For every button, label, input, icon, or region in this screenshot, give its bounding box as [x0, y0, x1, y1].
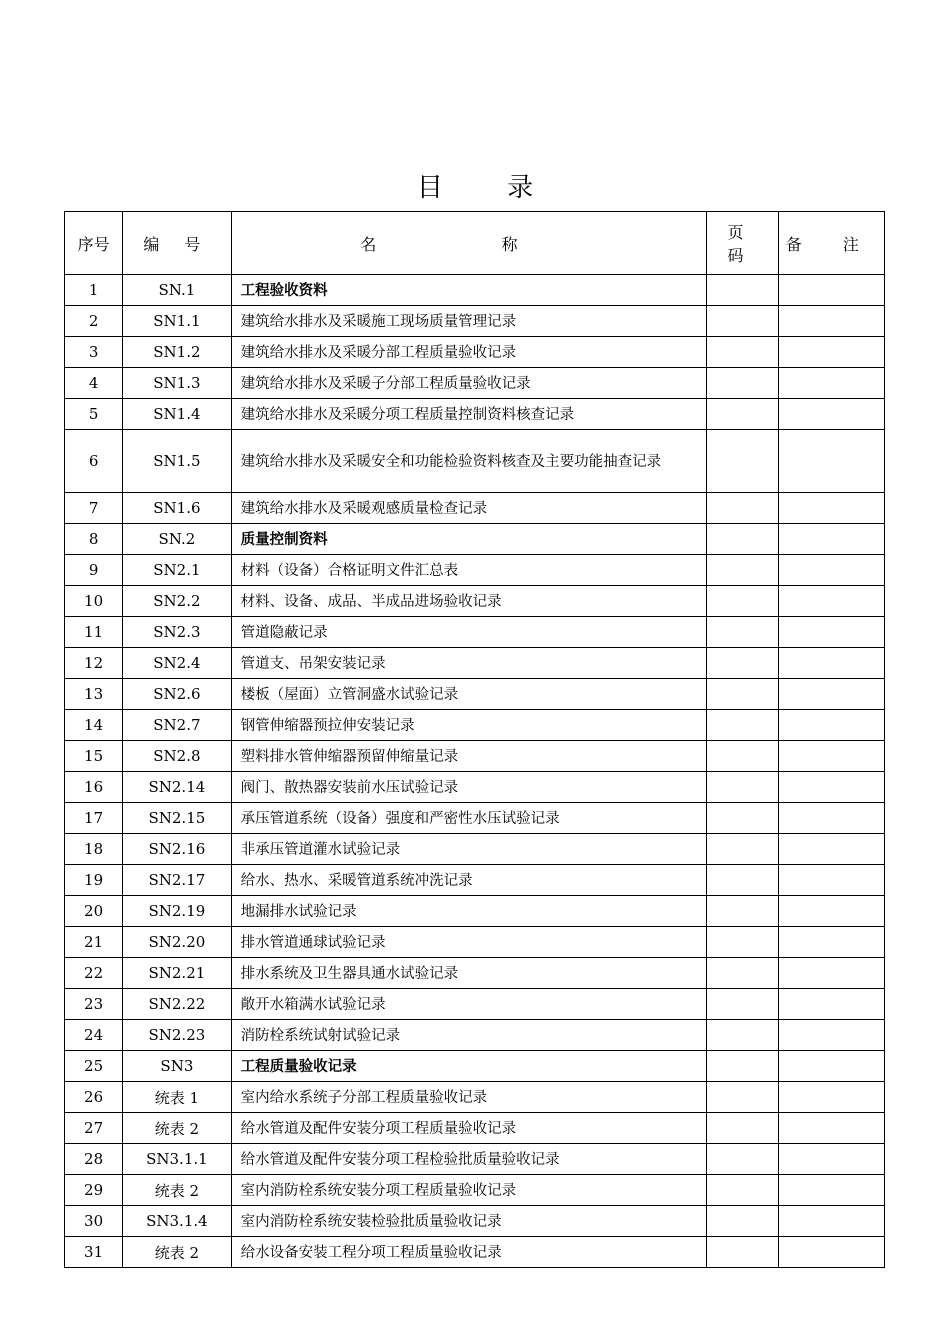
- row-name-text: 排水系统及卫生器具通水试验记录: [240, 965, 459, 982]
- row-index: 18: [65, 834, 123, 865]
- row-code: SN1.4: [123, 399, 231, 430]
- header-code: 编 号: [123, 212, 231, 275]
- row-note: [778, 368, 884, 399]
- row-note: [778, 865, 884, 896]
- row-note: [778, 896, 884, 927]
- table-row: [65, 493, 885, 524]
- row-note: [778, 1144, 884, 1175]
- table-row: [65, 772, 885, 803]
- row-page: [707, 834, 778, 865]
- row-name-text: 工程验收资料: [240, 282, 328, 299]
- row-page: [707, 337, 778, 368]
- row-index: 20: [65, 896, 123, 927]
- row-name: [231, 834, 707, 865]
- row-code: SN2.15: [123, 803, 231, 834]
- row-note: [778, 741, 884, 772]
- row-name-text: 钢管伸缩器预拉伸安装记录: [240, 717, 415, 734]
- row-name: [231, 1082, 707, 1113]
- row-page: [707, 1113, 778, 1144]
- row-code: SN2.7: [123, 710, 231, 741]
- row-code: SN2.20: [123, 927, 231, 958]
- row-code: 统表 2: [123, 1113, 231, 1144]
- row-index: 5: [65, 399, 123, 430]
- toc-table: [64, 211, 885, 1268]
- row-index: 7: [65, 493, 123, 524]
- row-code: SN1.5: [123, 430, 231, 493]
- row-note: [778, 1020, 884, 1051]
- row-page: [707, 803, 778, 834]
- row-name: [231, 865, 707, 896]
- row-page: [707, 524, 778, 555]
- row-index: 13: [65, 679, 123, 710]
- row-code: SN2.14: [123, 772, 231, 803]
- row-page: [707, 430, 778, 493]
- row-index: 22: [65, 958, 123, 989]
- toc-body: [65, 275, 885, 1268]
- row-code: SN2.22: [123, 989, 231, 1020]
- table-row: [65, 679, 885, 710]
- row-note: [778, 958, 884, 989]
- row-name: [231, 989, 707, 1020]
- row-note: [778, 1175, 884, 1206]
- row-page: [707, 989, 778, 1020]
- row-index: 11: [65, 617, 123, 648]
- row-note: [778, 648, 884, 679]
- row-code: SN2.6: [123, 679, 231, 710]
- page-title: 目 录: [416, 173, 562, 203]
- row-page: [707, 679, 778, 710]
- row-page: [707, 1175, 778, 1206]
- header-name: 名 称: [231, 212, 707, 275]
- row-name: [231, 555, 707, 586]
- table-row: [65, 1206, 885, 1237]
- table-row: [65, 958, 885, 989]
- row-page: [707, 741, 778, 772]
- row-name-text: 建筑给水排水及采暖子分部工程质量验收记录: [240, 375, 531, 392]
- row-name: [231, 710, 707, 741]
- row-page: [707, 1051, 778, 1082]
- row-name-text: 楼板（屋面）立管洞盛水试验记录: [240, 686, 459, 703]
- row-note: [778, 275, 884, 306]
- row-page: [707, 1237, 778, 1268]
- row-name-text: 材料（设备）合格证明文件汇总表: [240, 562, 459, 579]
- table-row: [65, 1051, 885, 1082]
- row-code: SN3.1.4: [123, 1206, 231, 1237]
- row-name-text: 材料、设备、成品、半成品进场验收记录: [240, 593, 502, 610]
- row-page: [707, 865, 778, 896]
- row-name: [231, 679, 707, 710]
- row-page: [707, 586, 778, 617]
- row-code: SN3.1.1: [123, 1144, 231, 1175]
- row-page: [707, 617, 778, 648]
- header-note: 备 注: [778, 212, 884, 275]
- row-name: [231, 586, 707, 617]
- table-row: [65, 865, 885, 896]
- row-page: [707, 275, 778, 306]
- table-row: [65, 896, 885, 927]
- row-note: [778, 1082, 884, 1113]
- table-row: [65, 368, 885, 399]
- row-index: 28: [65, 1144, 123, 1175]
- row-index: 9: [65, 555, 123, 586]
- row-code: SN2.21: [123, 958, 231, 989]
- row-note: [778, 1113, 884, 1144]
- row-name-text: 地漏排水试验记录: [240, 903, 357, 920]
- table-row: [65, 337, 885, 368]
- row-index: 21: [65, 927, 123, 958]
- row-name-text: 承压管道系统（设备）强度和严密性水压试验记录: [240, 810, 560, 827]
- row-index: 23: [65, 989, 123, 1020]
- row-page: [707, 648, 778, 679]
- row-code: 统表 1: [123, 1082, 231, 1113]
- row-index: 6: [65, 430, 123, 493]
- row-page: [707, 1020, 778, 1051]
- row-name: [231, 1237, 707, 1268]
- row-index: 25: [65, 1051, 123, 1082]
- table-row: [65, 710, 885, 741]
- row-code: SN1.6: [123, 493, 231, 524]
- row-name-text: 给水、热水、采暖管道系统冲洗记录: [240, 872, 473, 889]
- table-row: [65, 834, 885, 865]
- row-note: [778, 710, 884, 741]
- toc-header: [65, 212, 885, 275]
- row-code: 统表 2: [123, 1237, 231, 1268]
- table-row: [65, 803, 885, 834]
- row-name: [231, 617, 707, 648]
- row-name: [231, 1175, 707, 1206]
- row-name: [231, 368, 707, 399]
- table-row: [65, 617, 885, 648]
- row-index: 15: [65, 741, 123, 772]
- row-note: [778, 617, 884, 648]
- table-row: [65, 306, 885, 337]
- row-note: [778, 1206, 884, 1237]
- row-page: [707, 555, 778, 586]
- row-note: [778, 1051, 884, 1082]
- row-index: 14: [65, 710, 123, 741]
- row-name: [231, 741, 707, 772]
- row-page: [707, 958, 778, 989]
- row-name: [231, 493, 707, 524]
- row-page: [707, 772, 778, 803]
- row-page: [707, 368, 778, 399]
- row-note: [778, 555, 884, 586]
- table-row: [65, 586, 885, 617]
- row-name: [231, 958, 707, 989]
- row-name-text: 室内消防栓系统安装检验批质量验收记录: [240, 1213, 502, 1230]
- row-name: [231, 772, 707, 803]
- row-name: [231, 306, 707, 337]
- row-index: 31: [65, 1237, 123, 1268]
- row-note: [778, 430, 884, 493]
- row-code: SN2.2: [123, 586, 231, 617]
- row-name: [231, 1051, 707, 1082]
- row-note: [778, 493, 884, 524]
- row-note: [778, 399, 884, 430]
- table-row: [65, 989, 885, 1020]
- row-page: [707, 1144, 778, 1175]
- row-code: SN2.8: [123, 741, 231, 772]
- row-page: [707, 927, 778, 958]
- row-name-text: 建筑给水排水及采暖分项工程质量控制资料核查记录: [240, 406, 575, 423]
- row-note: [778, 586, 884, 617]
- row-name: [231, 1144, 707, 1175]
- row-name: [231, 275, 707, 306]
- row-name: [231, 399, 707, 430]
- row-index: 27: [65, 1113, 123, 1144]
- row-name-text: 室内消防栓系统安装分项工程质量验收记录: [240, 1182, 517, 1199]
- row-index: 8: [65, 524, 123, 555]
- row-index: 24: [65, 1020, 123, 1051]
- row-name-text: 室内给水系统子分部工程质量验收记录: [240, 1089, 488, 1106]
- table-row: [65, 275, 885, 306]
- row-name: [231, 1020, 707, 1051]
- row-name-text: 排水管道通球试验记录: [240, 934, 386, 951]
- row-name-text: 建筑给水排水及采暖施工现场质量管理记录: [240, 313, 517, 330]
- row-name-text: 给水管道及配件安装分项工程检验批质量验收记录: [240, 1151, 560, 1168]
- row-name-text: 塑料排水管伸缩器预留伸缩量记录: [240, 748, 459, 765]
- row-code: SN2.16: [123, 834, 231, 865]
- row-index: 12: [65, 648, 123, 679]
- row-index: 4: [65, 368, 123, 399]
- row-index: 1: [65, 275, 123, 306]
- row-code: SN.2: [123, 524, 231, 555]
- row-name-text: 建筑给水排水及采暖安全和功能检验资料核查及主要功能抽查记录: [240, 453, 662, 470]
- row-page: [707, 1206, 778, 1237]
- row-note: [778, 1237, 884, 1268]
- row-index: 2: [65, 306, 123, 337]
- row-name: [231, 927, 707, 958]
- row-name: [231, 1113, 707, 1144]
- row-name-text: 敞开水箱满水试验记录: [240, 996, 386, 1013]
- row-code: SN1.3: [123, 368, 231, 399]
- row-page: [707, 896, 778, 927]
- row-page: [707, 493, 778, 524]
- row-note: [778, 337, 884, 368]
- row-code: 统表 2: [123, 1175, 231, 1206]
- row-note: [778, 772, 884, 803]
- row-name-text: 建筑给水排水及采暖分部工程质量验收记录: [240, 344, 517, 361]
- table-row: [65, 1113, 885, 1144]
- row-name-text: 管道支、吊架安装记录: [240, 655, 386, 672]
- row-code: SN2.4: [123, 648, 231, 679]
- row-note: [778, 989, 884, 1020]
- header-row: [65, 212, 885, 275]
- row-code: SN2.1: [123, 555, 231, 586]
- row-name: [231, 1206, 707, 1237]
- row-name-text: 非承压管道灌水试验记录: [240, 841, 401, 858]
- row-code: SN.1: [123, 275, 231, 306]
- row-index: 26: [65, 1082, 123, 1113]
- table-row: [65, 1020, 885, 1051]
- row-index: 29: [65, 1175, 123, 1206]
- header-idx: 序号: [65, 212, 123, 275]
- row-code: SN1.1: [123, 306, 231, 337]
- table-row: [65, 430, 885, 493]
- header-page: 页 码: [707, 212, 778, 275]
- row-index: 3: [65, 337, 123, 368]
- row-name: [231, 803, 707, 834]
- row-name: [231, 896, 707, 927]
- row-code: SN2.3: [123, 617, 231, 648]
- row-name-text: 给水设备安装工程分项工程质量验收记录: [240, 1244, 502, 1261]
- row-code: SN2.19: [123, 896, 231, 927]
- table-row: [65, 1175, 885, 1206]
- table-row: [65, 555, 885, 586]
- row-page: [707, 1082, 778, 1113]
- row-name-text: 工程质量验收记录: [240, 1058, 357, 1075]
- table-row: [65, 741, 885, 772]
- row-note: [778, 306, 884, 337]
- row-index: 10: [65, 586, 123, 617]
- row-page: [707, 710, 778, 741]
- row-note: [778, 679, 884, 710]
- row-note: [778, 834, 884, 865]
- row-code: SN1.2: [123, 337, 231, 368]
- row-page: [707, 399, 778, 430]
- row-index: 17: [65, 803, 123, 834]
- row-index: 19: [65, 865, 123, 896]
- row-name-text: 建筑给水排水及采暖观感质量检查记录: [240, 500, 488, 517]
- row-name-text: 质量控制资料: [240, 531, 328, 548]
- table-row: [65, 927, 885, 958]
- table-row: [65, 648, 885, 679]
- row-name-text: 消防栓系统试射试验记录: [240, 1027, 401, 1044]
- row-code: SN2.17: [123, 865, 231, 896]
- row-name: [231, 430, 707, 493]
- row-name-text: 管道隐蔽记录: [240, 624, 328, 641]
- row-code: SN3: [123, 1051, 231, 1082]
- row-code: SN2.23: [123, 1020, 231, 1051]
- row-note: [778, 927, 884, 958]
- row-page: [707, 306, 778, 337]
- row-name: [231, 648, 707, 679]
- row-name: [231, 337, 707, 368]
- row-index: 30: [65, 1206, 123, 1237]
- row-note: [778, 524, 884, 555]
- table-row: [65, 1082, 885, 1113]
- row-name: [231, 524, 707, 555]
- table-row: [65, 399, 885, 430]
- table-row: [65, 1144, 885, 1175]
- table-row: [65, 524, 885, 555]
- row-index: 16: [65, 772, 123, 803]
- table-row: [65, 1237, 885, 1268]
- row-name-text: 给水管道及配件安装分项工程质量验收记录: [240, 1120, 517, 1137]
- row-name-text: 阀门、散热器安装前水压试验记录: [240, 779, 459, 796]
- row-note: [778, 803, 884, 834]
